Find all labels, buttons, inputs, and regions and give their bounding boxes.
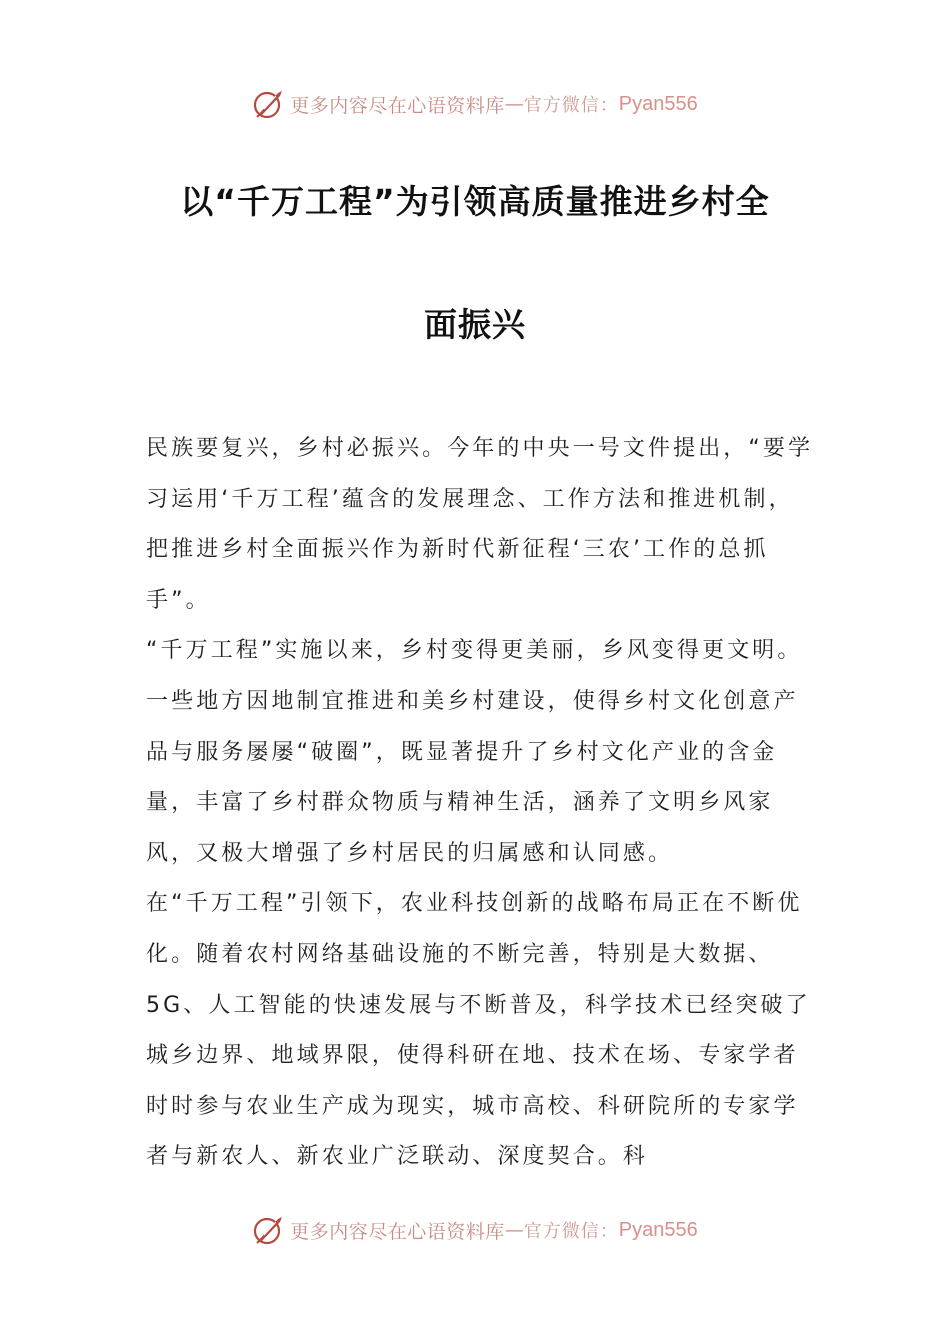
watermark-wechat-id: Pyan556 (618, 92, 698, 115)
watermark-dash: — (504, 1219, 524, 1241)
footer-watermark (0, 1212, 950, 1248)
watermark-brand: 更多内容尽在心语资料库 (290, 1220, 505, 1243)
watermark-official-label: 官方微信： (523, 1221, 619, 1242)
watermark-official-label: 官方微信： (523, 95, 619, 116)
watermark-dash: — (504, 93, 524, 115)
quill-pen-logo-icon (252, 87, 286, 121)
paragraph-3: 在“千万工程”引领下，农业科技创新的战略布局正在不断优化。随着农村网络基础设施的不断完善，特别是大数据、5G、人工智能的快速发展与不断普及，科学技术已经突破了城乡边界、地域界限，使得科研在地、技术在场、专家学者时时参与农业生产成为现实，城市高校、科研院所的专家学者与新农人、新农业广泛联动、深度契合。科 (146, 891, 811, 1170)
watermark-brand: 更多内容尽在心语资料库 (290, 94, 505, 117)
watermark-wechat-id: Pyan556 (618, 1218, 698, 1241)
document-title-line-2: 面振兴 (424, 305, 526, 344)
document-title-line-1: 以“千万工程”为引领高质量推进乡村全 (180, 182, 770, 221)
paragraph-1: 民族要复兴，乡村必振兴。今年的中央一号文件提出，“要学习运用‘千万工程’蕴含的发展理念、工作方法和推进机制，把推进乡村全面振兴作为新时代新征程‘三农’工作的总抓手”。 (146, 436, 814, 613)
paragraph-2: “千万工程”实施以来，乡村变得更美丽，乡风变得更文明。一些地方因地制宜推进和美乡村建设，使得乡村文化创意产品与服务屡屡“破圈”，既显著提升了乡村文化产业的含金量，丰富了乡村群众物质与精神生活，涵养了文明乡风家风，又极大增强了乡村居民的归属感和认同感。 (146, 638, 803, 866)
document-body (146, 424, 814, 1183)
header-watermark (0, 86, 950, 122)
quill-pen-logo-icon (252, 1213, 286, 1247)
